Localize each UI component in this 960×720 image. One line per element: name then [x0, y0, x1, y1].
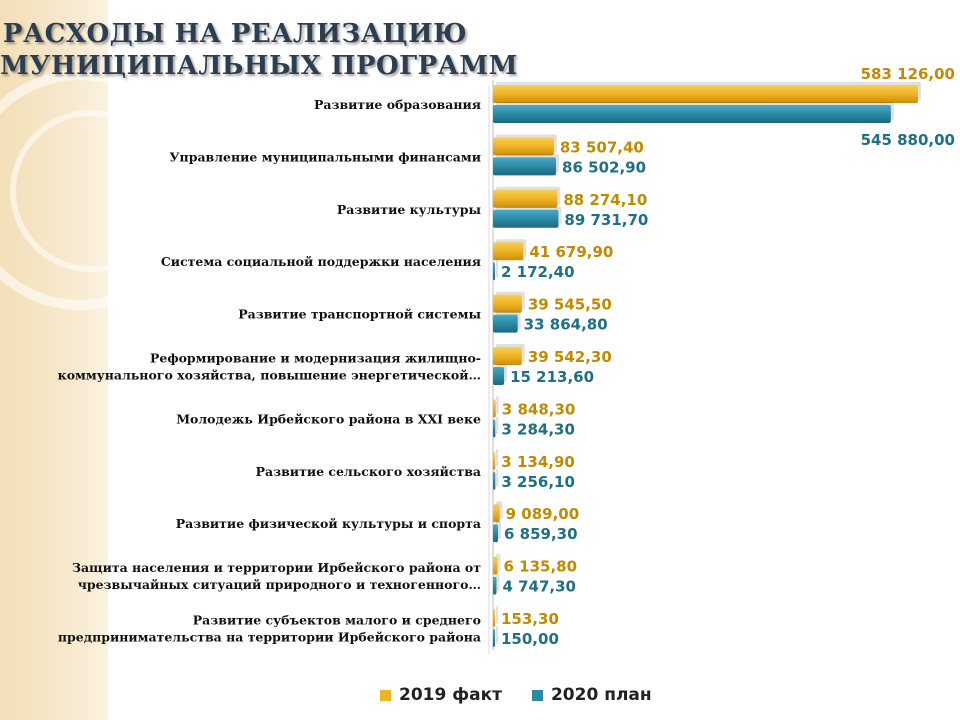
legend-label-fact: 2019 факт: [399, 685, 502, 705]
bar-fact: [493, 609, 495, 627]
data-label-fact: 39 545,50: [527, 295, 612, 314]
bar-fact: [493, 137, 554, 155]
bar-plan: [493, 629, 495, 647]
bar-plan: [493, 315, 518, 333]
data-label-plan: 150,00: [501, 630, 559, 648]
bar-fact: [493, 242, 523, 260]
data-label-plan: 6 859,30: [503, 525, 578, 544]
bar-plan: [493, 262, 495, 280]
category-label: Развитие субъектов малого и среднего: [192, 612, 481, 628]
bar-shadow-fact: [496, 606, 498, 624]
bar-plan: [493, 419, 495, 437]
bar-plan: [493, 210, 558, 228]
bar-fact: [493, 295, 522, 313]
category-label: Молодежь Ирбейского района в XXI веке: [176, 411, 481, 427]
bar-plan: [493, 577, 496, 595]
data-label-fact: 3 848,30: [501, 400, 576, 419]
category-label: Управление муниципальными финансами: [169, 149, 481, 165]
data-label-plan: 3 256,10: [501, 472, 575, 491]
bar-shadow-plan: [496, 416, 498, 434]
bar-fact: [493, 85, 918, 103]
bar-fact: [493, 504, 500, 522]
bar-plan: [493, 157, 556, 175]
category-label: Развитие сельского хозяйства: [255, 463, 481, 479]
legend-swatch-plan: [532, 690, 543, 701]
bar-shadow-plan: [496, 626, 498, 644]
bar-shadow-plan: [496, 259, 498, 277]
data-label-plan: 33 864,80: [523, 315, 608, 334]
category-label: Развитие образования: [313, 97, 481, 112]
bar-plan: [493, 367, 504, 385]
data-label-plan: 15 213,60: [510, 368, 595, 386]
bar-plan: [493, 472, 495, 490]
legend-item-fact: [380, 685, 502, 705]
bar-fact: [493, 190, 557, 208]
data-label-fact: 3 134,90: [501, 452, 575, 471]
data-label-fact: 88 274,10: [563, 190, 648, 209]
data-label-fact: 9 089,00: [505, 505, 580, 524]
bar-fact: [493, 347, 522, 365]
category-label: чрезвычайных ситуаций природного и техногенного…: [77, 577, 481, 593]
bar-shadow-plan: [496, 469, 498, 487]
legend-swatch-fact: [380, 690, 391, 701]
legend-label-plan: 2020 план: [550, 685, 652, 705]
data-label-fact: 83 507,40: [559, 138, 644, 157]
data-label-plan: 2 172,40: [501, 263, 575, 282]
category-label: коммунального хозяйства, повышение энергетической…: [57, 367, 481, 383]
data-label-fact: 39 542,30: [527, 348, 612, 366]
legend-item-plan: [532, 685, 652, 705]
bar-shadow-fact: [496, 449, 498, 467]
chart-legend: [380, 683, 652, 707]
category-label: Развитие транспортной системы: [238, 306, 481, 322]
data-label-fact: 41 679,90: [529, 243, 614, 262]
data-label-plan: 545 880,00: [860, 131, 955, 149]
bar-fact: [493, 399, 496, 417]
data-label-fact: 583 126,00: [860, 65, 955, 83]
category-label: Развитие культуры: [336, 201, 481, 217]
data-label-plan: 86 502,90: [562, 158, 647, 177]
slide-title-line-2: МУНИЦИПАЛЬНЫХ ПРОГРАММ: [0, 51, 518, 81]
data-label-plan: 89 731,70: [564, 210, 649, 229]
data-label-plan: 4 747,30: [502, 577, 577, 596]
bar-fact: [493, 557, 497, 575]
bar-fact: [493, 452, 495, 470]
data-label-plan: 3 284,30: [501, 420, 575, 439]
category-label: Защита населения и территории Ирбейского района от: [71, 560, 481, 576]
category-label: предпринимательства на территории Ирбейского района: [57, 629, 481, 645]
slide-title-line-1: РАСХОДЫ НА РЕАЛИЗАЦИЮ: [2, 19, 468, 49]
bar-plan: [493, 524, 498, 542]
data-label-fact: 153,30: [501, 610, 559, 628]
bar-plan: [493, 105, 891, 123]
bar-shadow-fact: [496, 396, 499, 414]
category-label: Развитие физической культуры и спорта: [175, 516, 481, 532]
bar-shadow-plan: [496, 574, 499, 592]
data-label-fact: 6 135,80: [503, 557, 578, 576]
category-label: Реформирование и модернизация жилищно-: [149, 350, 481, 366]
category-label: Система социальной поддержки населения: [160, 254, 481, 270]
